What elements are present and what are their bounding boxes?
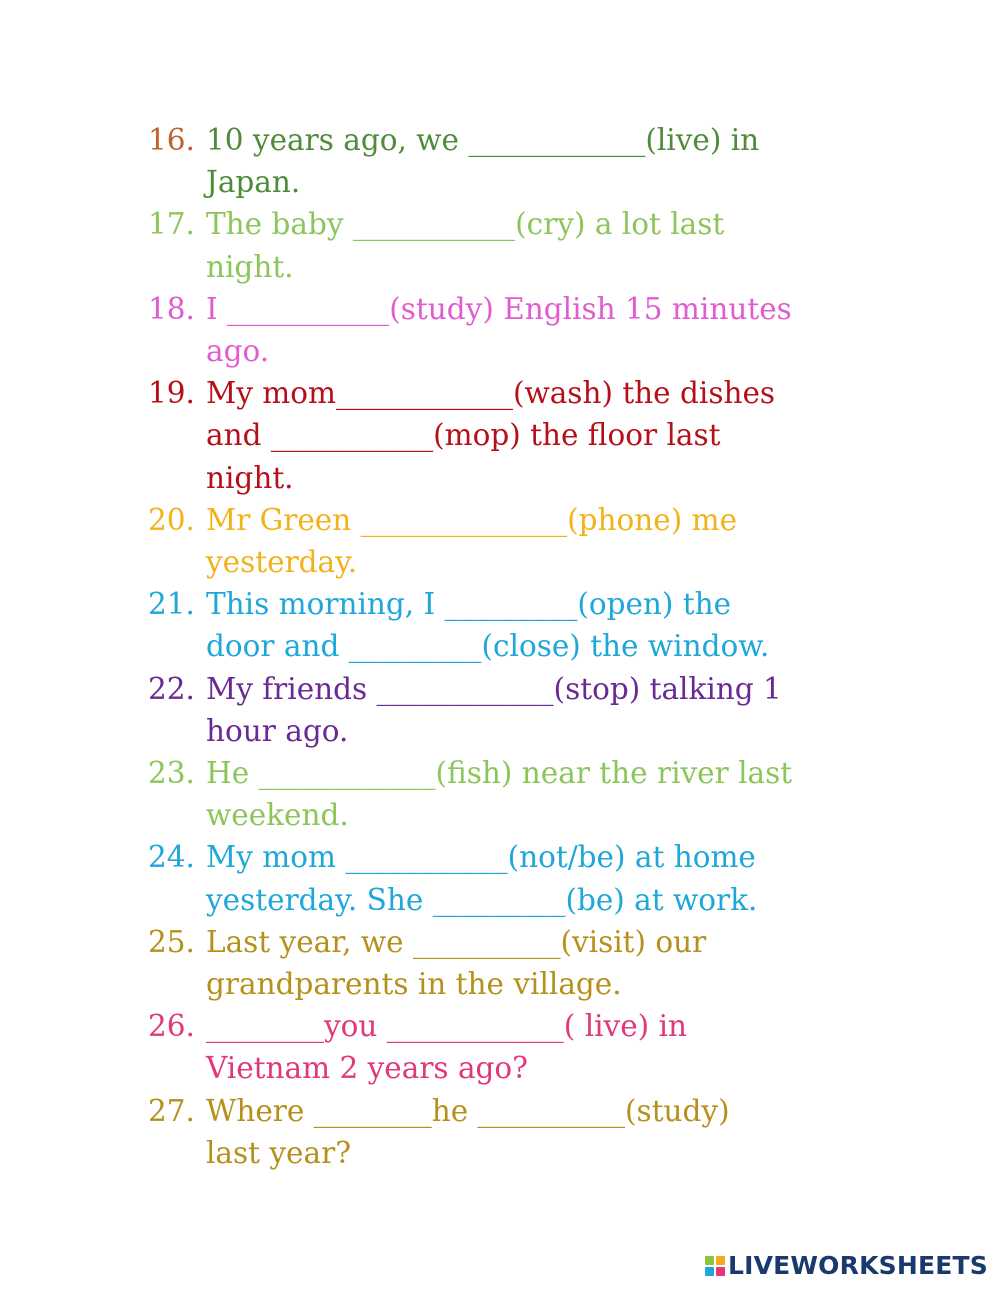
question-text-line: Where ________he __________(study) (206, 1093, 730, 1128)
question-item (148, 752, 888, 836)
question-text-line: ago. (206, 334, 270, 369)
question-text-line: night. (206, 249, 294, 284)
liveworksheets-logo (705, 1251, 988, 1280)
question-item (148, 921, 888, 1005)
question-item (148, 668, 888, 752)
logo-square (705, 1256, 714, 1265)
question-number: 27. (148, 1093, 195, 1128)
question-number: 25. (148, 924, 195, 959)
question-text-line: Mr Green ______________(phone) me (206, 502, 738, 537)
question-text-line: This morning, I _________(open) the (206, 587, 732, 622)
question-text-line: last year? (206, 1135, 352, 1170)
question-item (148, 119, 888, 203)
logo-square (716, 1256, 725, 1265)
question-text-line: night. (206, 460, 294, 495)
question-item (148, 203, 888, 287)
question-number: 18. (148, 291, 195, 326)
worksheet-questions (148, 119, 888, 1174)
question-number: 16. (148, 123, 195, 157)
logo-square (705, 1267, 714, 1276)
question-text-line: My mom____________(wash) the dishes (206, 376, 776, 411)
question-text-line: Japan. (206, 165, 301, 200)
logo-text: LIVEWORKSHEETS (727, 1251, 988, 1280)
question-text-line: The baby ___________(cry) a lot last (206, 207, 725, 242)
question-number: 24. (148, 840, 195, 875)
question-number: 26. (148, 1009, 195, 1044)
question-number: 20. (148, 502, 195, 537)
question-item (148, 372, 888, 499)
question-text-line: Last year, we __________(visit) our (206, 924, 707, 959)
question-number: 19. (148, 376, 195, 411)
question-text-line: I ___________(study) English 15 minutes (206, 291, 792, 326)
question-text-line: My mom ___________(not/be) at home (206, 840, 756, 875)
question-number: 22. (148, 671, 195, 706)
question-text-line: My friends ____________(stop) talking 1 (206, 671, 782, 706)
question-text-line: door and _________(close) the window. (206, 629, 770, 664)
question-text-line: ________you ____________( live) in (206, 1009, 688, 1044)
question-text-line: He ____________(fish) near the river last (206, 756, 793, 791)
question-item (148, 288, 888, 372)
logo-square (716, 1267, 725, 1276)
question-text-line: yesterday. (206, 545, 358, 580)
question-item (148, 1090, 888, 1174)
question-text-line: Vietnam 2 years ago? (206, 1051, 528, 1086)
question-text-line: weekend. (206, 798, 349, 833)
question-text-line: yesterday. She _________(be) at work. (206, 882, 758, 917)
question-number: 23. (148, 756, 195, 791)
question-item (148, 836, 888, 920)
question-number: 17. (148, 207, 195, 242)
question-item (148, 583, 888, 667)
question-text-line: 10 years ago, we ____________(live) in (206, 123, 760, 157)
question-text-line: and ___________(mop) the floor last (206, 418, 721, 453)
question-number: 21. (148, 587, 195, 622)
question-text-line: hour ago. (206, 713, 349, 748)
liveworksheets-grid-icon (705, 1256, 725, 1276)
question-item (148, 1005, 888, 1089)
question-item (148, 499, 888, 583)
question-text-line: grandparents in the village. (206, 967, 622, 1002)
